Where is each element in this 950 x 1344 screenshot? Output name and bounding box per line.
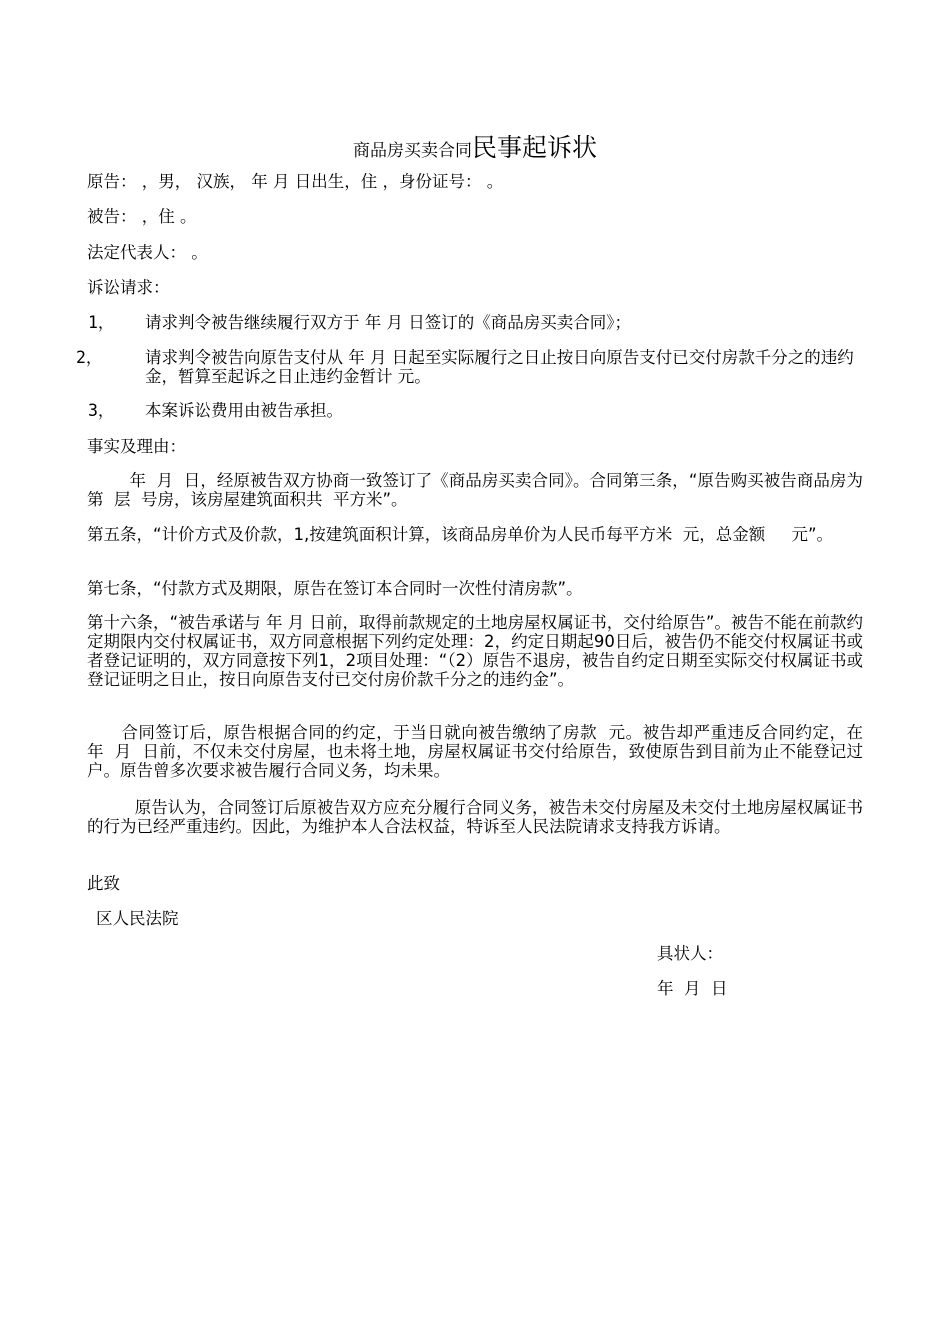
facts-paragraph: 合同签订后，原告根据合同的约定，于当日就向被告缴纳了房款 元。被告却严重违反合同约定，在 年 月 日前，不仅未交付房屋，也未将土地，房屋权属证书交付给原告，致使原告到目前为止不能登记过户。原告曾多次要求被告履行合同义务，均未果。	[87, 723, 874, 780]
facts-heading: 事实及理由：	[87, 437, 186, 456]
defendant-line: 被告： ，住 。	[87, 207, 197, 226]
legal-representative-line: 法定代表人： 。	[87, 243, 208, 262]
claim-text: 本案诉讼费用由被告承担。	[145, 401, 343, 420]
facts-paragraph: 年 月 日，经原被告双方协商一致签订了《商品房买卖合同》。合同第三条，“原告购买被告商品房为第 层 号房，该房屋建筑面积共 平方米”。	[87, 471, 863, 509]
title-contract-name: 商品房买卖合同	[352, 141, 472, 161]
document-title	[0, 128, 950, 164]
claim-text: 请求判令被告继续履行双方于 年 月 日签订的《商品房买卖合同》；	[145, 313, 631, 332]
plaintiff-line: 原告： ，男， 汉族， 年 月 日出生，住 ，身份证号： 。	[87, 172, 504, 191]
signature-label: 具状人：	[657, 944, 723, 963]
facts-paragraph: 第七条，“付款方式及期限，原告在签订本合同时一次性付清房款”。	[87, 579, 583, 598]
claim-text: 请求判令被告向原告支付从 年 月 日起至实际履行之日止按日向原告支付已交付房款千分之的违约金，暂算至起诉之日止违约金暂计 元。	[145, 348, 854, 386]
closing-salutation: 此致	[87, 874, 120, 893]
title-complaint: 民事起诉状	[471, 133, 597, 162]
claim-number: 1，	[88, 313, 115, 332]
claim-number: 2，	[76, 348, 103, 367]
signature-date: 年 月 日	[657, 979, 728, 998]
facts-paragraph: 原告认为，合同签订后原被告双方应充分履行合同义务，被告未交付房屋及未交付土地房屋权属证书的行为已经严重违约。因此，为维护本人合法权益，特诉至人民法院请求支持我方诉请。	[87, 798, 863, 836]
court-name: 区人民法院	[96, 909, 179, 928]
facts-paragraph: 第五条，“计价方式及价款，1,按建筑面积计算，该商品房单价为人民币每平方米 元，总金额 元”。	[87, 525, 834, 544]
claims-heading: 诉讼请求：	[87, 278, 170, 297]
facts-paragraph: 第十六条，“被告承诺与 年 月 日前，取得前款规定的土地房屋权属证书，交付给原告”。被告不能在前款约定期限内交付权属证书，双方同意根据下列约定处理：2，约定日期起90日后，被告仍不能交付权属证书或者登记证明的，双方同意按下列1，2项目处理：“（2）原告不退房，被告自约定日期至实际交付权属证书或登记证明之日止，按日向原告支付已交付房价款千分之的违约金”。	[87, 613, 863, 689]
claim-number: 3，	[88, 401, 115, 420]
